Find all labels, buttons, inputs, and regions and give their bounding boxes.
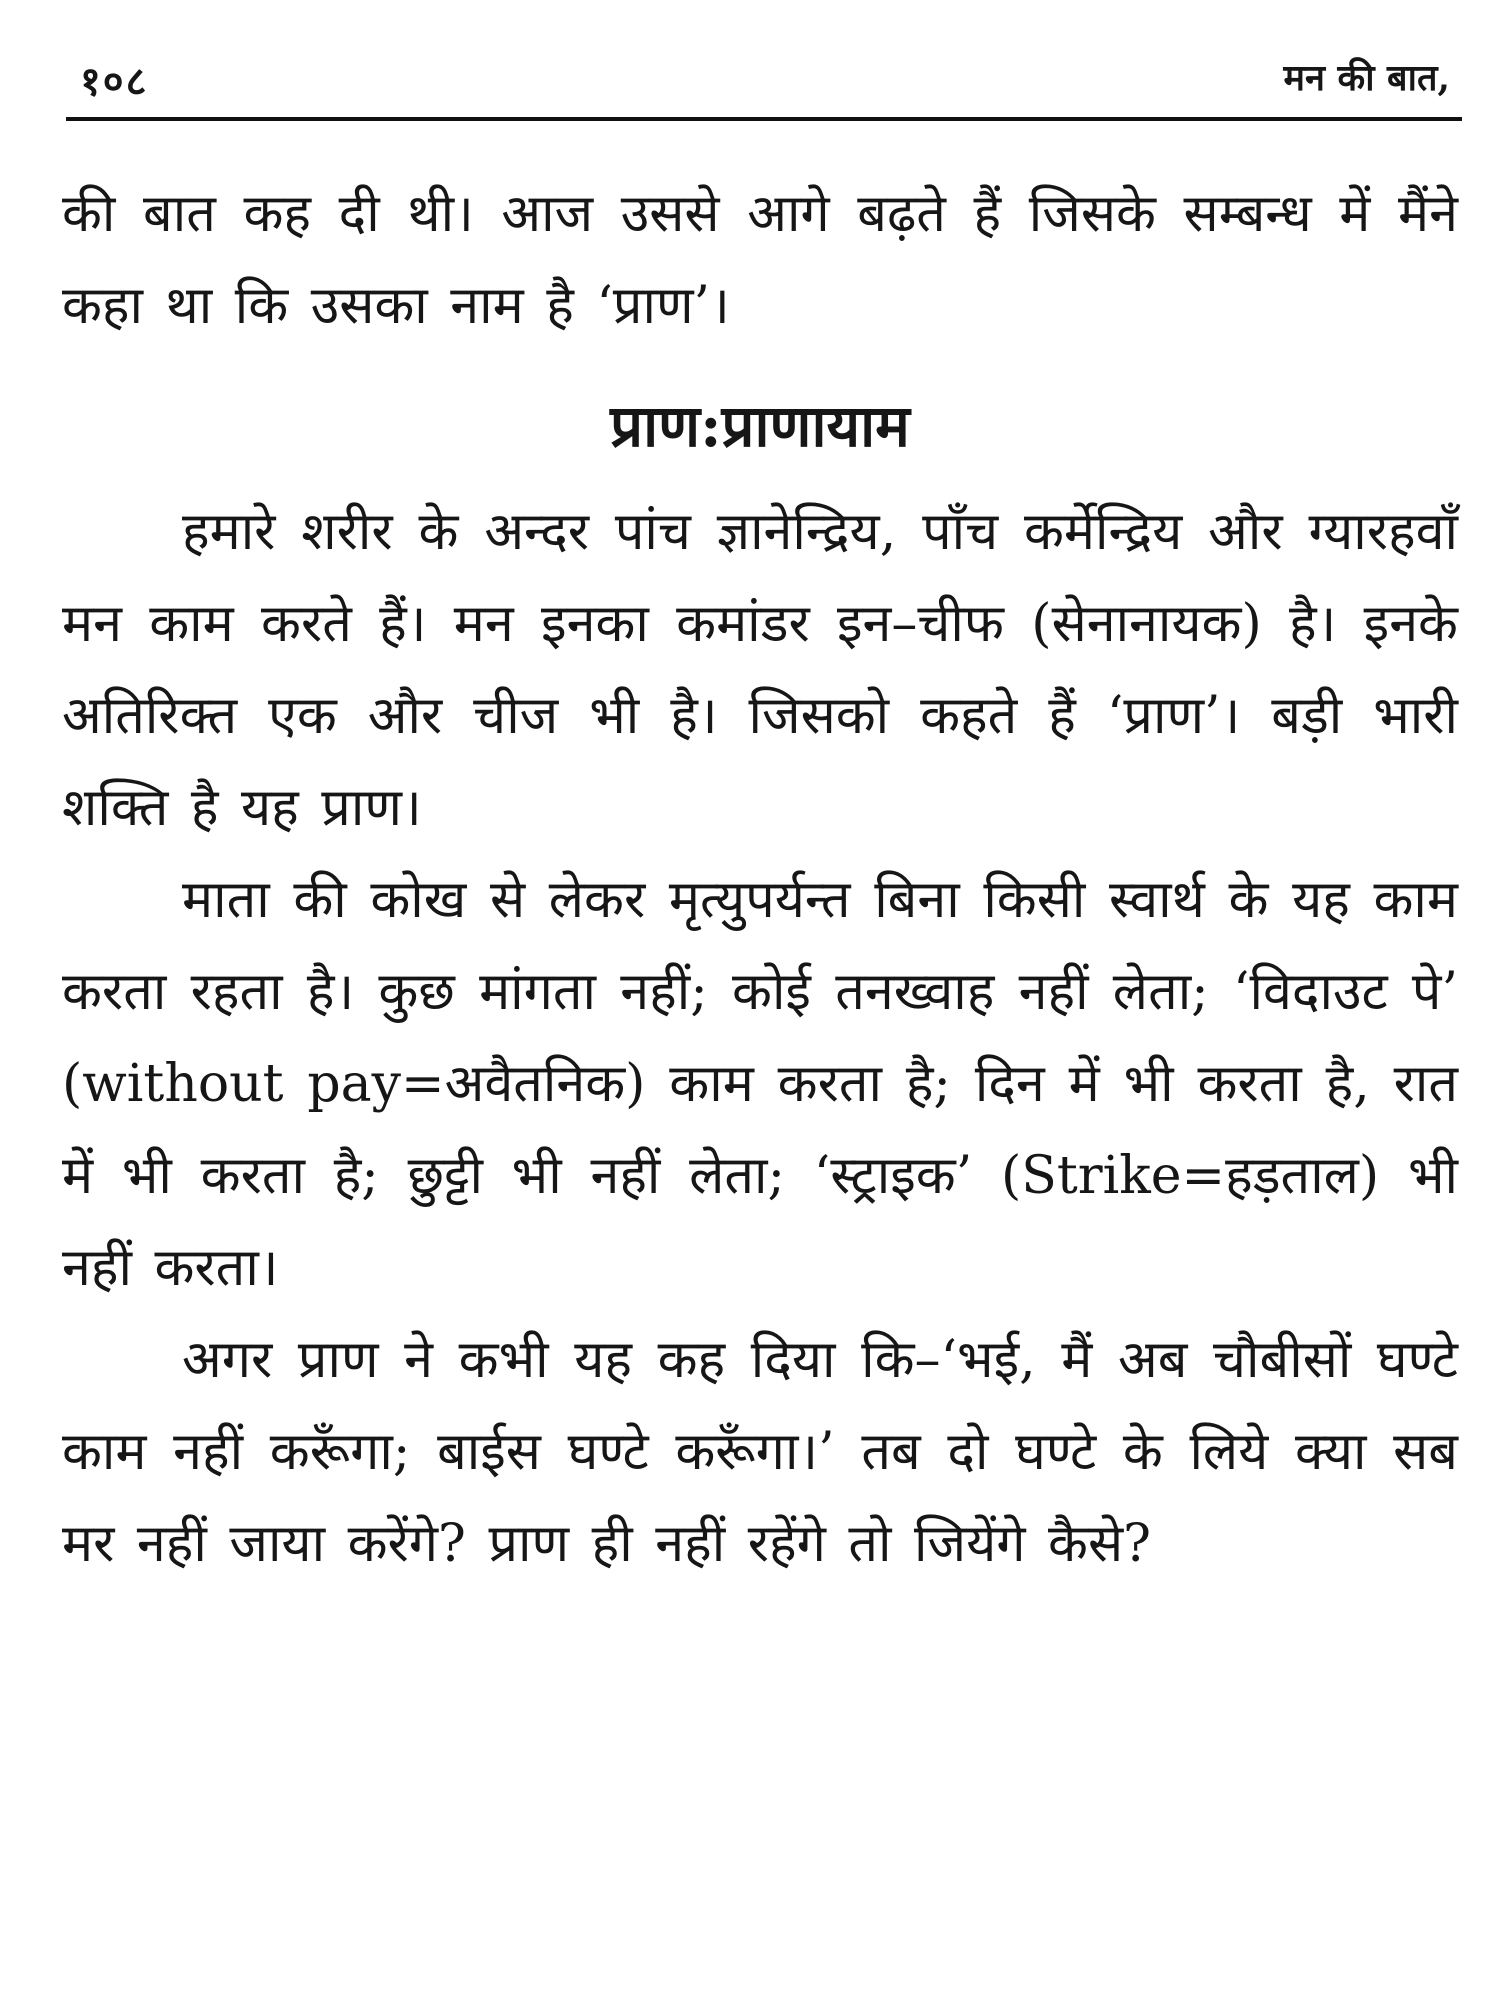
paragraph-1: हमारे शरीर के अन्दर पांच ज्ञानेन्द्रिय, पाँच कर्मेन्द्रिय और ग्यारहवाँ मन काम करते हैं। मन इनका कमांडर इन–चीफ (सेनानायक) है। इनके अतिरिक्त एक और चीज भी है। जिसको कहते हैं ‘प्राण’। बड़ी भारी शक्ति है यह प्राण। <box>62 502 1458 838</box>
page-body <box>62 168 1458 1590</box>
header-rule <box>66 117 1462 121</box>
paragraph-3: अगर प्राण ने कभी यह कह दिया कि–‘भई, मैं अब चौबीसों घण्टे काम नहीं करूँगा; बाईस घण्टे करूँगा।’ तब दो घण्टे के लिये क्या सब मर नहीं जाया करेंगे? प्राण ही नहीं रहेंगे तो जियेंगे कैसे? <box>62 1330 1458 1574</box>
intro-paragraph: की बात कह दी थी। आज उससे आगे बढ़ते हैं जिसके सम्बन्ध में मैंने कहा था कि उसका नाम है ‘प्राण’। <box>62 184 1458 336</box>
section-heading: प्राण:प्राणायाम <box>610 392 910 460</box>
running-title: मन की बात, <box>1283 57 1450 99</box>
paragraph-2: माता की कोख से लेकर मृत्युपर्यन्त बिना किसी स्वार्थ के यह काम करता रहता है। कुछ मांगता नहीं; कोई तनख्वाह नहीं लेता; ‘विदाउट पे’ (without pay=अवैतनिक) काम करता है; दिन में भी करता है, रात में भी करता है; छुट्टी भी नहीं लेता; ‘स्ट्राइक’ (Strike=हड़ताल) भी नहीं करता। <box>62 870 1458 1298</box>
page-number: १०८ <box>80 58 149 105</box>
